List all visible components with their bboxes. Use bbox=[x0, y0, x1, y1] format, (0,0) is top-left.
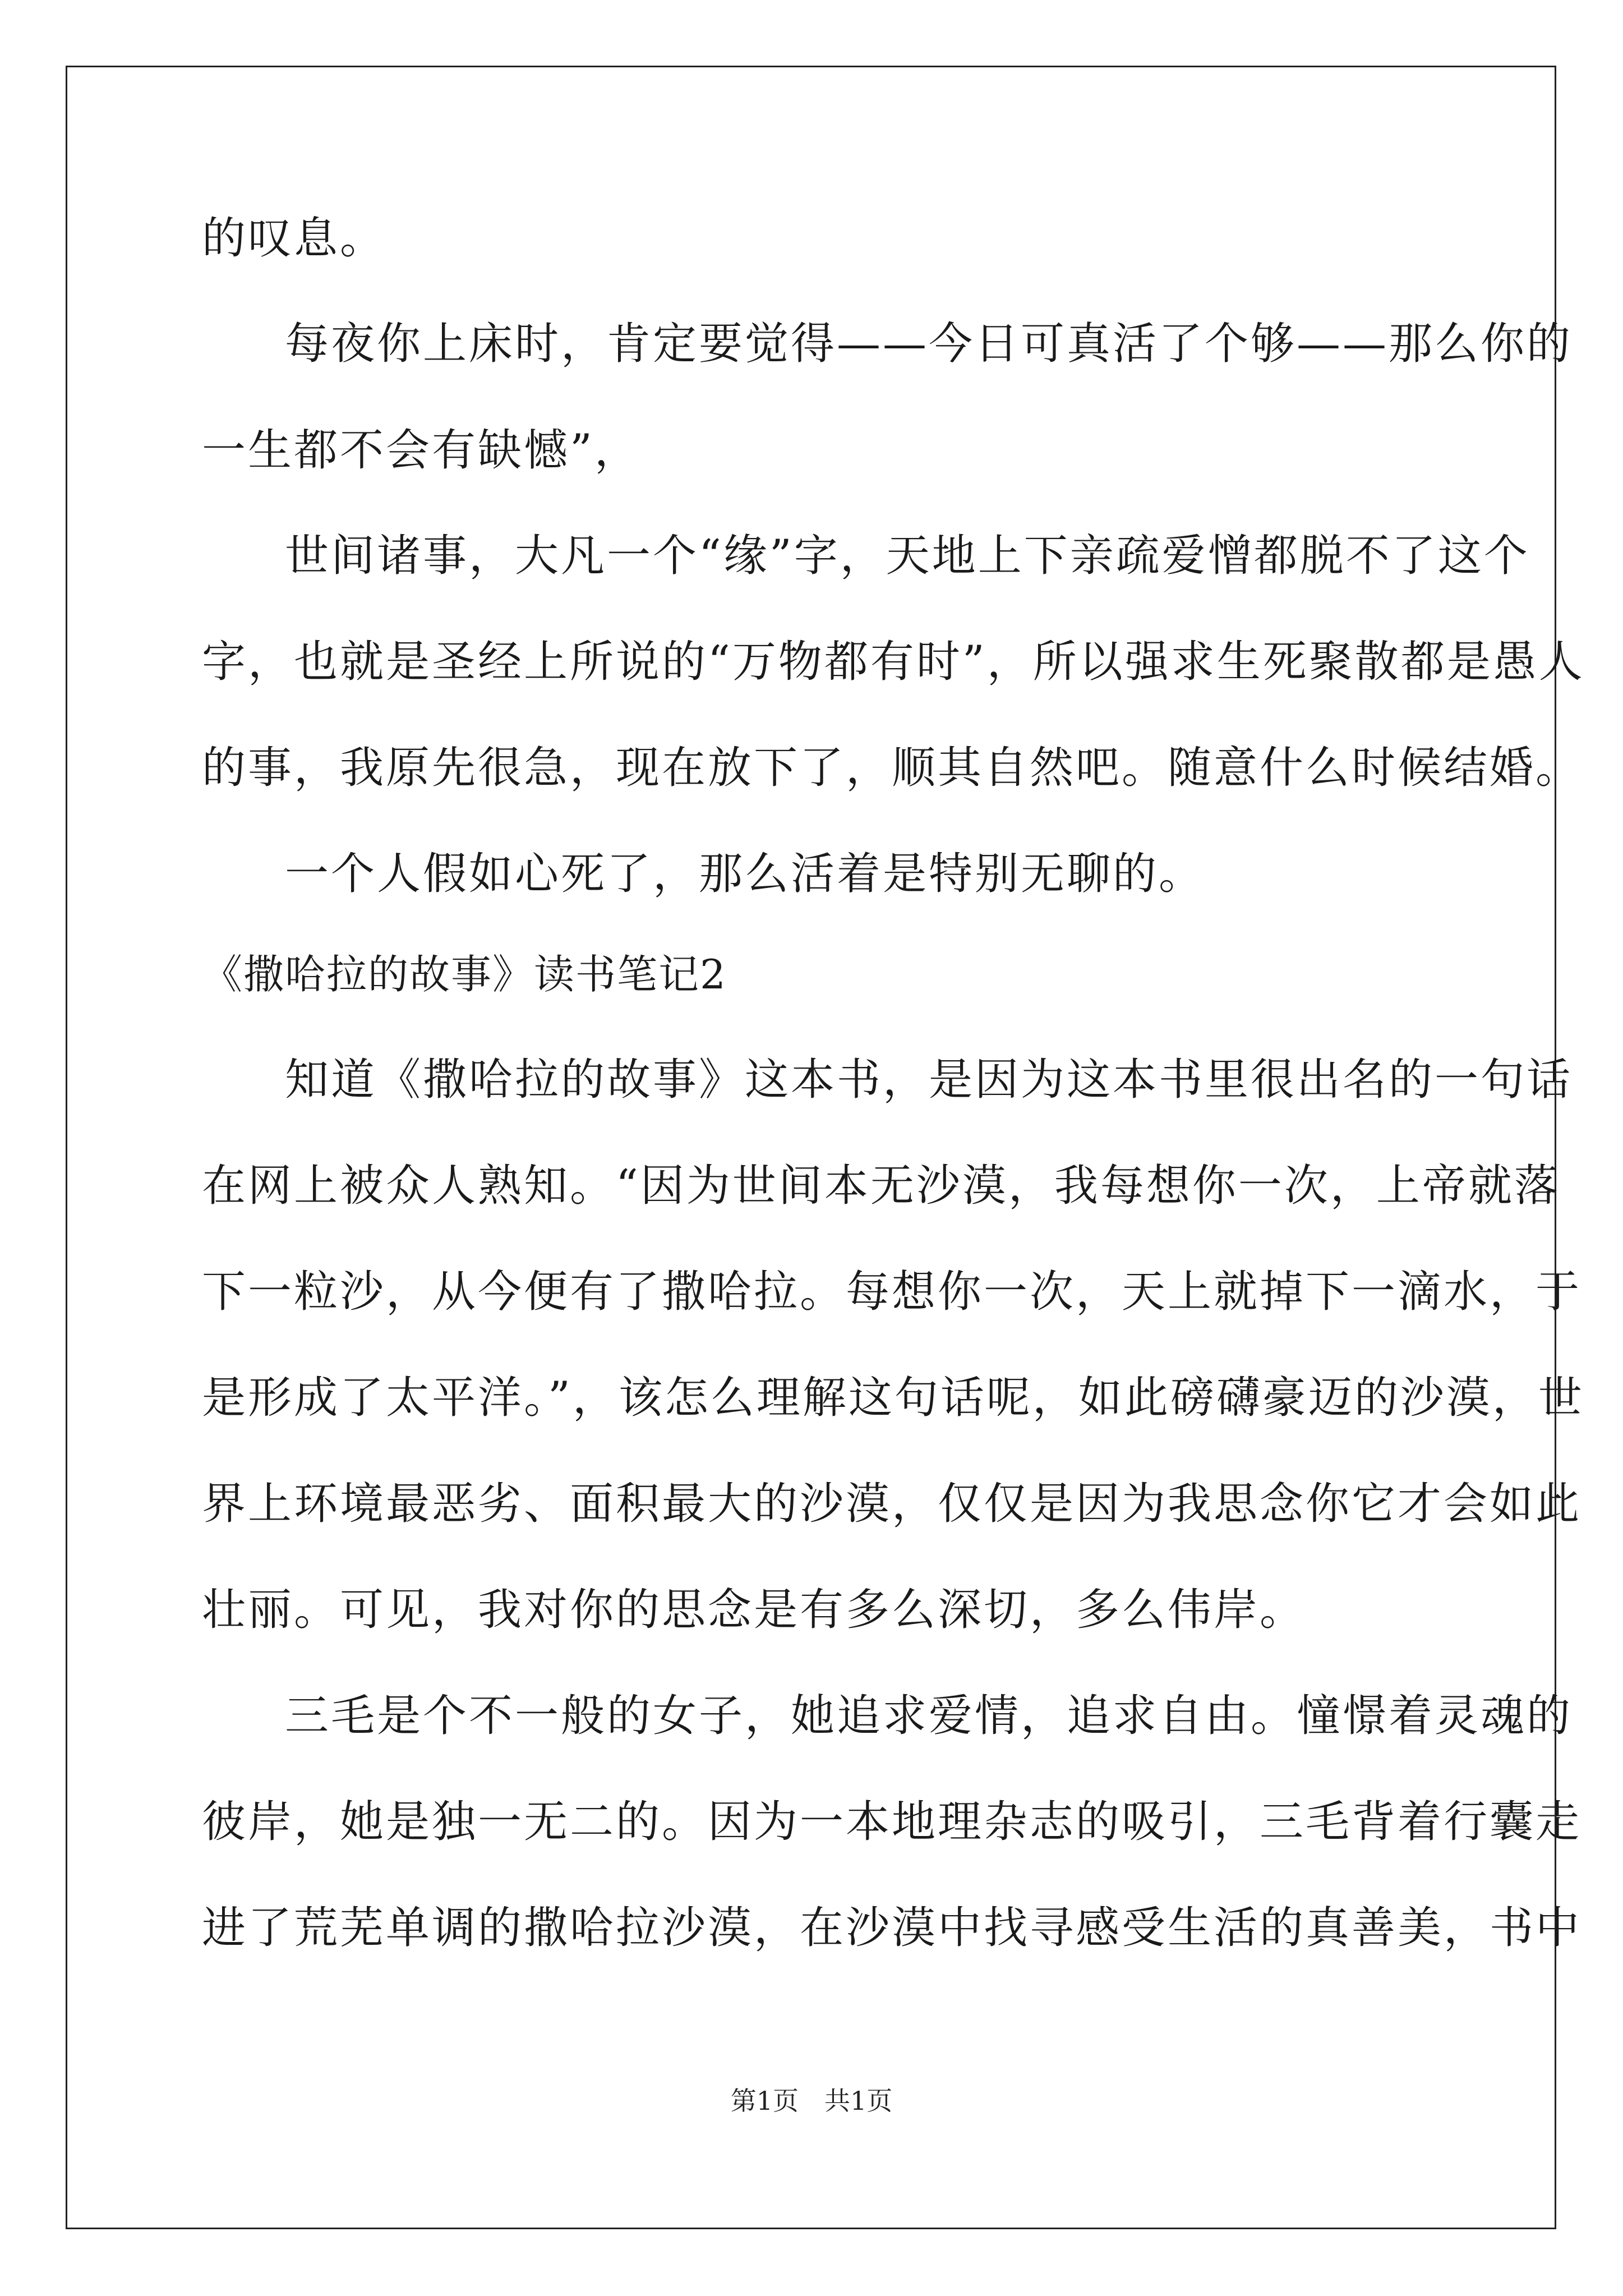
text-line: 进了荒芜单调的撒哈拉沙漠，在沙漠中找寻感受生活的真善美，书中 bbox=[202, 1903, 1582, 1953]
text-line: 字，也就是圣经上所说的“万物都有时”，所以强求生死聚散都是愚人 bbox=[202, 637, 1585, 687]
text-line: 壮丽。可见，我对你的思念是有多么深切，多么伟岸。 bbox=[202, 1585, 1306, 1635]
text-line: 彼岸，她是独一无二的。因为一本地理杂志的吸引，三毛背着行囊走 bbox=[202, 1797, 1582, 1847]
text-line: 一生都不会有缺憾”， bbox=[202, 425, 640, 476]
paragraph-first-line: 世间诸事，大凡一个“缘”字，天地上下亲疏爱憎都脱不了这个 bbox=[285, 531, 1530, 581]
text-line: 在网上被众人熟知。“因为世间本无沙漠，我每想你一次，上帝就落 bbox=[202, 1161, 1560, 1211]
section-heading: 《撒哈拉的故事》读书笔记2 bbox=[202, 951, 727, 998]
text-line: 界上环境最恶劣、面积最大的沙漠，仅仅是因为我思念你它才会如此 bbox=[202, 1479, 1582, 1529]
paragraph-first-line: 三毛是个不一般的女子，她追求爱情，追求自由。憧憬着灵魂的 bbox=[285, 1691, 1573, 1741]
paragraph-first-line: 每夜你上床时，肯定要觉得——今日可真活了个够——那么你的 bbox=[285, 319, 1573, 369]
text-line: 的事，我原先很急，现在放下了，顺其自然吧。随意什么时候结婚。 bbox=[202, 743, 1582, 793]
paragraph-first-line: 知道《撒哈拉的故事》这本书，是因为这本书里很出名的一句话 bbox=[285, 1055, 1573, 1105]
paragraph-first-line: 一个人假如心死了，那么活着是特别无聊的。 bbox=[285, 849, 1205, 899]
text-line: 是形成了太平洋。”，该怎么理解这句话呢，如此磅礴豪迈的沙漠，世 bbox=[202, 1373, 1584, 1423]
page-number-footer: 第1页 共1页 bbox=[730, 2086, 893, 2116]
text-line: 的叹息。 bbox=[202, 213, 386, 264]
text-line: 下一粒沙，从今便有了撒哈拉。每想你一次，天上就掉下一滴水，于 bbox=[202, 1267, 1582, 1317]
